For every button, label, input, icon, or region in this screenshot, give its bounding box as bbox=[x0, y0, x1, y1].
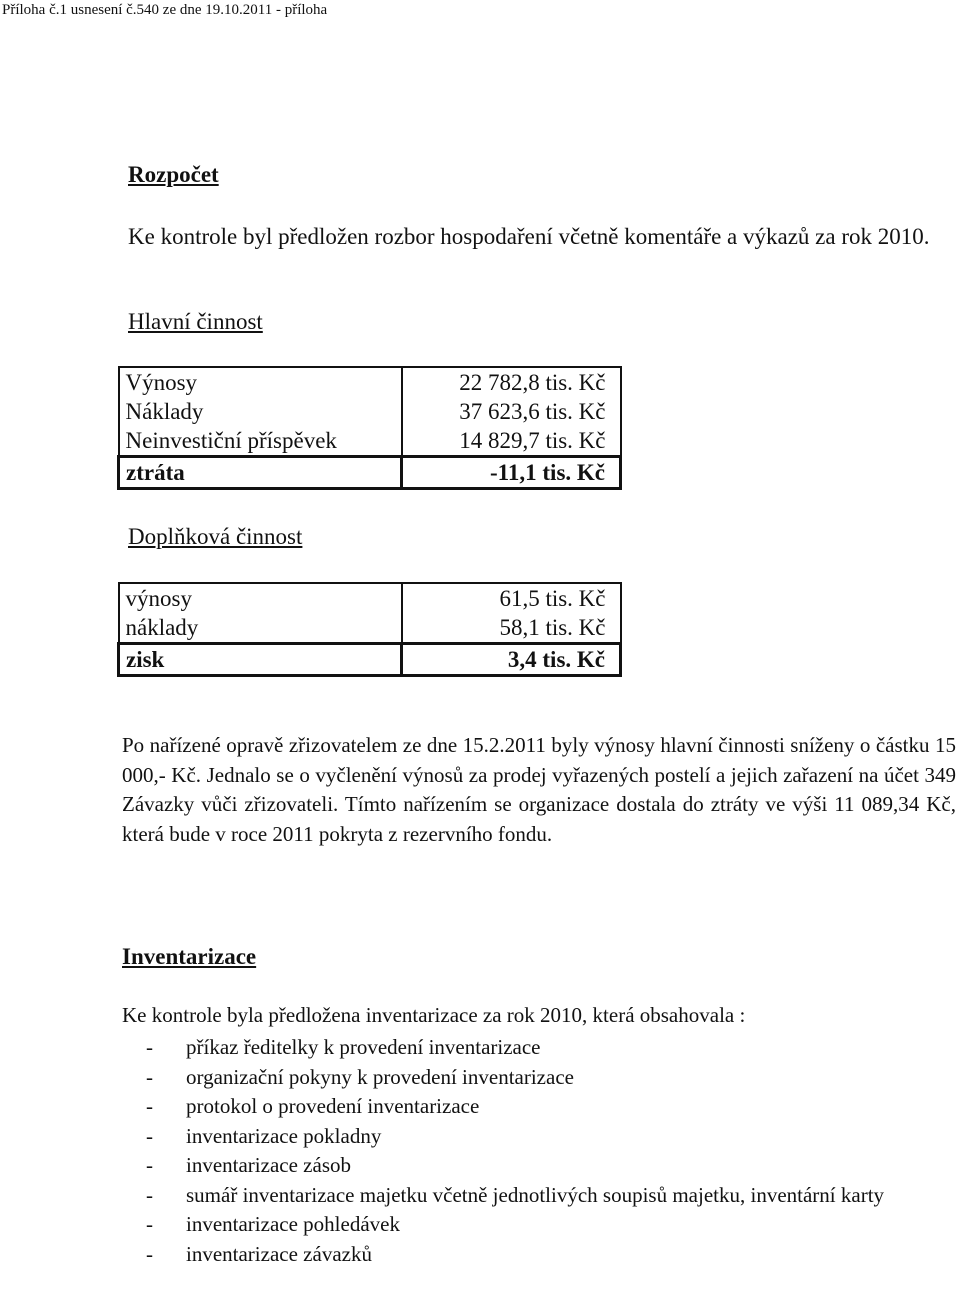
list-item bbox=[146, 1063, 952, 1093]
list-dash: - bbox=[146, 1035, 153, 1059]
row-label: ztráta bbox=[119, 457, 402, 489]
list-item-text: protokol o provedení inventarizace bbox=[186, 1094, 480, 1118]
section-title-inventarizace: Inventarizace bbox=[122, 944, 257, 969]
list-dash: - bbox=[146, 1212, 153, 1236]
row-label: náklady bbox=[119, 613, 402, 644]
list-item bbox=[146, 1151, 952, 1181]
list-dash: - bbox=[146, 1241, 153, 1266]
list-item-text: organizační pokyny k provedení inventarizace bbox=[186, 1064, 574, 1089]
table-row bbox=[119, 583, 621, 613]
row-label: Náklady bbox=[119, 397, 402, 426]
row-label: Výnosy bbox=[119, 367, 402, 397]
list-item-text: inventarizace zásob bbox=[186, 1153, 351, 1177]
table-total-row bbox=[119, 457, 621, 489]
list-item bbox=[146, 1240, 952, 1270]
row-value: 3,4 tis. Kč bbox=[402, 644, 621, 676]
row-value: 37 623,6 tis. Kč bbox=[459, 398, 606, 424]
table-row bbox=[119, 397, 621, 426]
list-item bbox=[146, 1122, 952, 1152]
list-item-text: inventarizace pokladny bbox=[186, 1123, 382, 1148]
list-item-text: sumář inventarizace majetku včetně jednotlivých soupisů majetku, inventární karty bbox=[186, 1182, 885, 1207]
inventarizace-intro: Ke kontrole byla předložena inventarizace za rok 2010, která obsahovala : bbox=[122, 1003, 746, 1027]
row-value: 14 829,7 tis. Kč bbox=[459, 427, 606, 453]
subsection-title-hlavni: Hlavní činnost bbox=[128, 309, 263, 334]
table-total-row bbox=[119, 644, 621, 676]
row-value: 22 782,8 tis. Kč bbox=[459, 369, 606, 395]
hlavni-cinnost-table bbox=[117, 366, 622, 490]
page-header: Příloha č.1 usnesení č.540 ze dne 19.10.2011 - příloha bbox=[2, 2, 328, 18]
list-dash: - bbox=[146, 1094, 153, 1118]
list-item-text: inventarizace závazků bbox=[186, 1241, 372, 1266]
list-item bbox=[146, 1033, 952, 1063]
row-label: výnosy bbox=[119, 583, 402, 613]
table-row bbox=[119, 367, 621, 397]
subsection-title-doplnkova: Doplňková činnost bbox=[128, 524, 303, 549]
table-row bbox=[119, 426, 621, 457]
correction-note: Po nařízené opravě zřizovatelem ze dne 15.2.2011 byly výnosy hlavní činnosti sníženy o částku 15 000,- Kč. Jednalo se o vyčlenění výnosů za prodej vyřazených postelí a jejich zařazení na účet 349 Závazky vůči zřizovateli. Tímto nařízením se organizace dostala do ztráty ve výši 11 089,34 Kč, která bude v roce 2011 pokryta z rezervního fondu. bbox=[122, 733, 956, 846]
list-item-text: příkaz ředitelky k provedení inventarizace bbox=[186, 1035, 541, 1059]
row-value: -11,1 tis. Kč bbox=[402, 457, 621, 489]
list-dash: - bbox=[146, 1064, 153, 1089]
list-item bbox=[146, 1181, 952, 1211]
doplnkova-cinnost-table bbox=[117, 582, 622, 677]
row-value: 58,1 tis. Kč bbox=[499, 614, 606, 640]
list-dash: - bbox=[146, 1182, 153, 1207]
row-label: Neinvestiční příspěvek bbox=[119, 426, 402, 457]
list-item bbox=[146, 1092, 952, 1122]
section-title-rozpocet: Rozpočet bbox=[128, 162, 219, 187]
rozpocet-intro: Ke kontrole byl předložen rozbor hospodaření včetně komentáře a výkazů za rok 2010. bbox=[128, 224, 930, 249]
table-row bbox=[119, 613, 621, 644]
list-dash: - bbox=[146, 1153, 153, 1177]
list-dash: - bbox=[146, 1123, 153, 1148]
list-item-text: inventarizace pohledávek bbox=[186, 1212, 400, 1236]
row-label: zisk bbox=[119, 644, 402, 676]
inventarizace-list bbox=[146, 1033, 952, 1269]
row-value: 61,5 tis. Kč bbox=[499, 585, 606, 611]
list-item bbox=[146, 1210, 952, 1240]
